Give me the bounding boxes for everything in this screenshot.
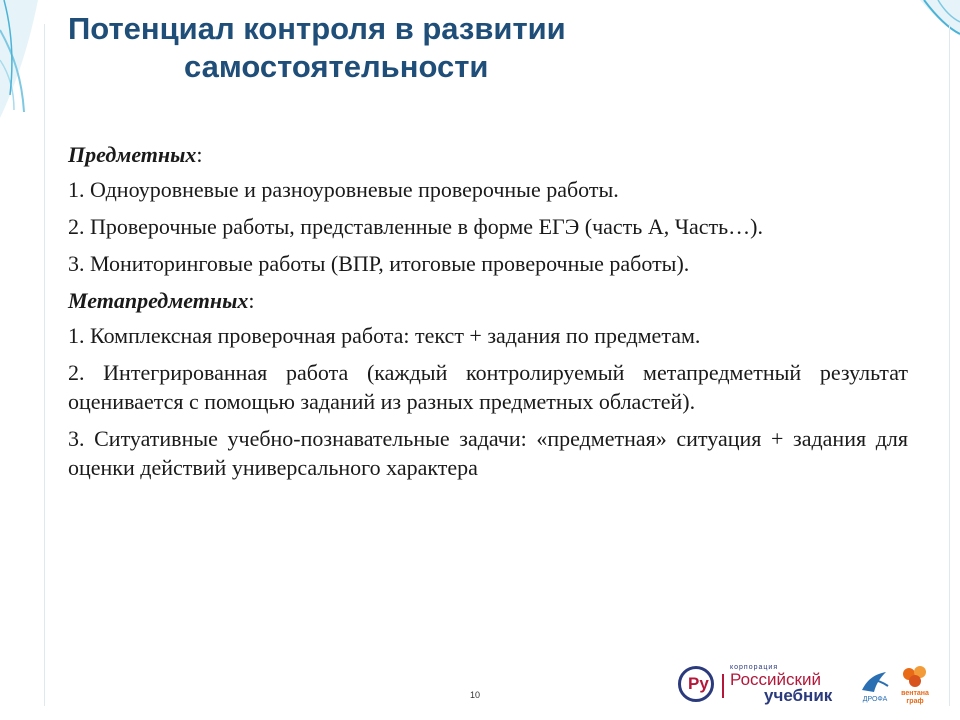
subject-item-3: 3. Мониторинговые работы (ВПР, итоговые проверочные работы). <box>68 251 690 276</box>
ventana-graf-logo-icon <box>898 664 932 708</box>
logo-mark: Ру <box>688 674 709 693</box>
slide-title <box>0 10 960 86</box>
ventana-flower-icon <box>898 664 932 690</box>
logo-corporation-text: корпорация <box>730 664 779 671</box>
drofa-label: ДРОФА <box>862 696 888 703</box>
logo-line-1: Российский <box>730 670 821 689</box>
ventana-label: вентана граф <box>901 690 929 705</box>
drofa-bird-icon <box>858 668 892 696</box>
subject-item-1: 1. Одноуровневые и разноуровневые проверочные работы. <box>68 177 619 202</box>
subject-heading: Предметных: <box>68 142 203 167</box>
content-body <box>68 140 908 490</box>
subject-item-2: 2. Проверочные работы, представленные в форме ЕГЭ (часть А, Часть…). <box>68 214 764 239</box>
meta-item-1: 1. Комплексная проверочная работа: текст + задания по предметам. <box>68 323 701 348</box>
logo-circle <box>678 666 714 702</box>
page-number: 10 <box>470 690 481 700</box>
meta-item-3: 3. Ситуативные учебно-познавательные задачи: «предметная» ситуация + задания для оценки действий универсального характера <box>68 426 908 480</box>
drofa-logo-icon <box>858 668 892 708</box>
title-line-1: Потенциал контроля в развитии <box>68 11 566 46</box>
meta-item-2: 2. Интегрированная работа (каждый контролируемый метапредметный результат оценивается с помощью заданий из разных предметных областей). <box>68 360 908 414</box>
left-border-line <box>44 24 45 706</box>
logo-divider <box>722 674 724 698</box>
logo-line-2: учебник <box>764 686 833 705</box>
subject-heading-text: Предметных <box>68 142 197 167</box>
right-border-line <box>949 24 950 706</box>
meta-heading-text: Метапредметных <box>68 288 249 313</box>
title-line-2: самостоятельности <box>184 49 489 84</box>
meta-heading: Метапредметных: <box>68 288 255 313</box>
